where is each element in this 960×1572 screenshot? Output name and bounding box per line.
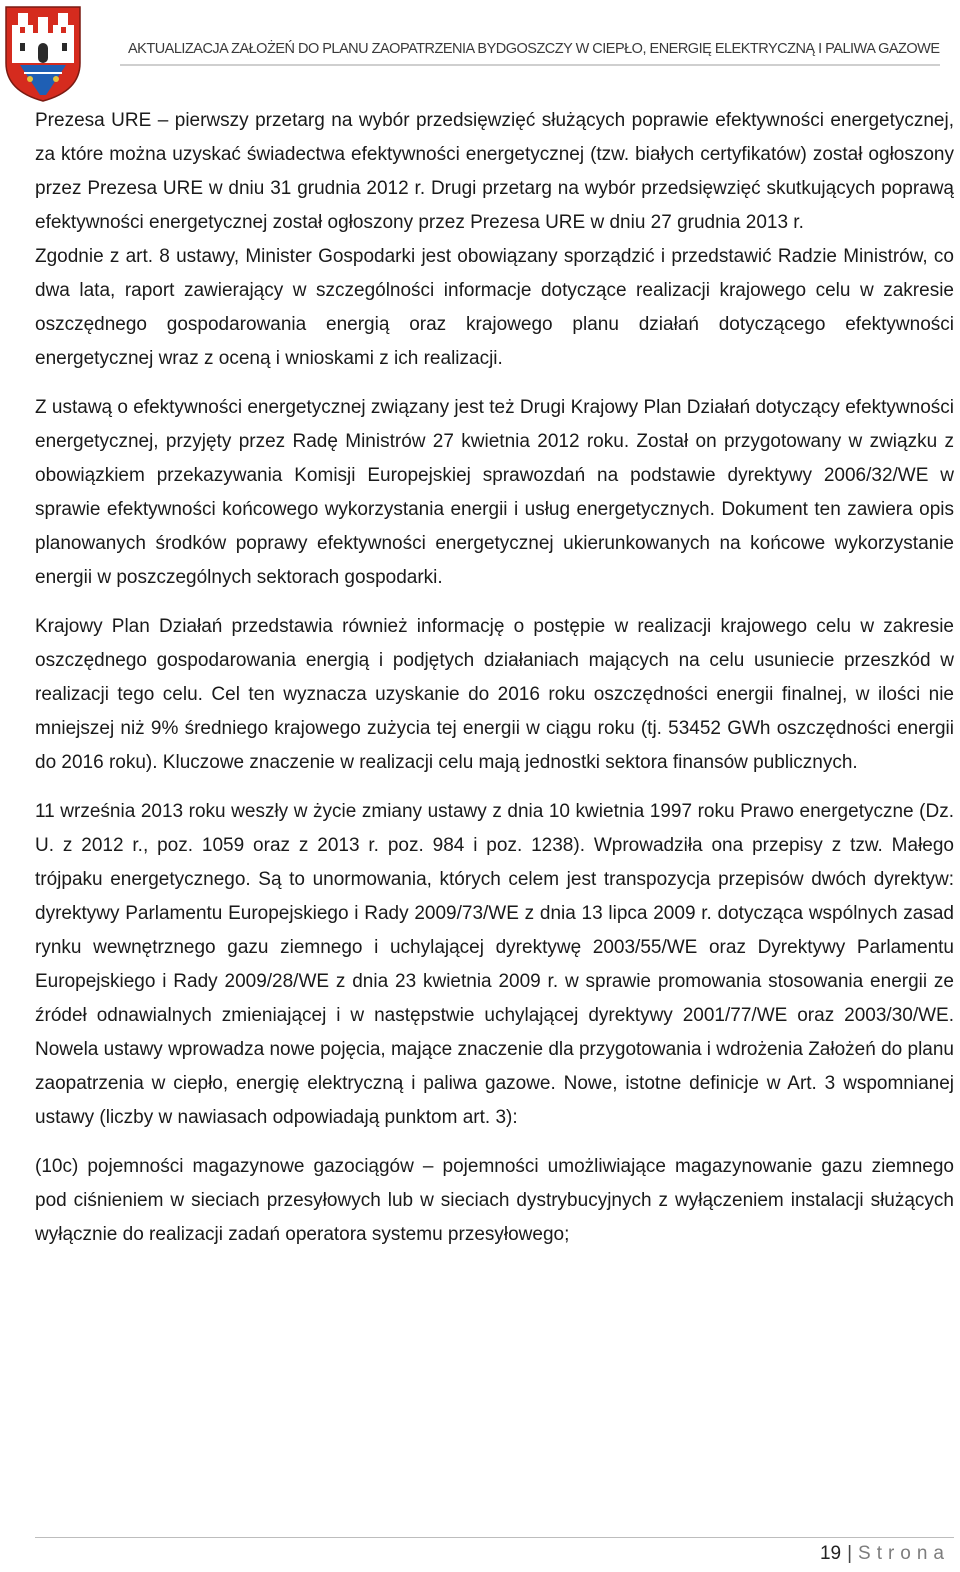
- header-divider: [120, 64, 940, 66]
- paragraph: Z ustawą o efektywności energetycznej związany jest też Drugi Krajowy Plan Działań dotyczący efektywności energetycznej, przyjęty przez Radę Ministrów 27 kwietnia 2012 roku. Został on przygotowany w związku z obowiązkiem przekazywania Komisji Europejskiej sprawozdań na podstawie dyrektywy 2006/32/WE w sprawie efektywności końcowego wykorzystania energii i usług energetycznych. Dokument ten zawiera opis planowanych środków poprawy efektywności energetycznej ukierunkowanych na końcowe wykorzystanie energii w poszczególnych sektorach gospodarki.: [35, 397, 954, 588]
- paragraph: Prezesa URE – pierwszy przetarg na wybór przedsięwzięć służących poprawie efektywności energetycznej, za które można uzyskać świadectwa efektywności energetycznej (tzw. białych certyfikatów) został ogłoszony przez Prezesa URE w dniu 31 grudnia 2012 r. Drugi przetarg na wybór przedsięwzięć skutkujących poprawą efektywności energetycznej został ogłoszony przez Prezesa URE w dniu 27 grudnia 2013 r.: [35, 110, 954, 233]
- page-header: [0, 0, 960, 90]
- footer-divider: [35, 1537, 954, 1538]
- paragraph: Zgodnie z art. 8 ustawy, Minister Gospodarki jest obowiązany sporządzić i przedstawić Radzie Ministrów, co dwa lata, raport zawierający w szczególności informacje dotyczące realizacji krajowego celu w zakresie oszczędnego gospodarowania energią oraz krajowego planu działań dotyczącego efektywności energetycznej wraz z oceną i wnioskami z ich realizacji.: [35, 246, 954, 369]
- page-label: Strona: [858, 1543, 950, 1564]
- paragraph: (10c) pojemności magazynowe gazociągów – pojemności umożliwiające magazynowanie gazu ziemnego pod ciśnieniem w sieciach przesyłowych lub w sieciach dystrybucyjnych z wyłączeniem instalacji służących wyłącznie do realizacji zadań operatora systemu przesyłowego;: [35, 1156, 954, 1245]
- paragraph: 11 września 2013 roku weszły w życie zmiany ustawy z dnia 10 kwietnia 1997 roku Prawo energetyczne (Dz. U. z 2012 r., poz. 1059 oraz z 2013 r. poz. 984 i poz. 1238). Wprowadziła ona przepisy z tzw. Małego trójpaku energetycznego. Są to unormowania, których celem jest transpozycja przepisów dwóch dyrektyw: dyrektywy Parlamentu Europejskiego i Rady 2009/73/WE z dnia 13 lipca 2009 r. dotycząca wspólnych zasad rynku wewnętrznego gazu ziemnego i uchylającej dyrektywę 2003/55/WE oraz Dyrektywy Parlamentu Europejskiego i Rady 2009/28/WE z dnia 23 kwietnia 2009 r. w sprawie promowania stosowania energii ze źródeł odnawialnych zmieniającej i w następstwie uchylającej dyrektywy 2001/77/WE oraz 2003/30/WE. Nowela ustawy wprowadza nowe pojęcia, mające znaczenie dla przygotowania i wdrożenia Założeń do planu zaopatrzenia w ciepło, energię elektryczną i paliwa gazowe. Nowe, istotne definicje w Art. 3 wspomnianej ustawy (liczby w nawiasach odpowiadają punktom art. 3):: [35, 801, 954, 1128]
- document-body: [35, 104, 954, 1252]
- document-title: AKTUALIZACJA ZAŁOŻEŃ DO PLANU ZAOPATRZENIA BYDGOSZCZY W CIEPŁO, ENERGIĘ ELEKTRYCZNĄ I PALIWA GAZOWE: [128, 41, 940, 57]
- bydgoszcz-coat-of-arms-icon: [2, 3, 84, 103]
- paragraph: Krajowy Plan Działań przedstawia również informację o postępie w realizacji krajowego celu w zakresie oszczędnego gospodarowania energią i podjętych działaniach mających na celu usuniecie przeszkód w realizacji tego celu. Cel ten wyznacza uzyskanie do 2016 roku oszczędności energii finalnej, w ilości nie mniejszej niż 9% średniego krajowego zużycia tej energii w ciągu roku (tj. 53452 GWh oszczędności energii do 2016 roku). Kluczowe znaczenie w realizacji celu mają jednostki sektora finansów publicznych.: [35, 616, 954, 773]
- footer-separator: |: [847, 1543, 853, 1564]
- page-footer: [820, 1543, 950, 1565]
- page-number: 19: [819, 1543, 842, 1564]
